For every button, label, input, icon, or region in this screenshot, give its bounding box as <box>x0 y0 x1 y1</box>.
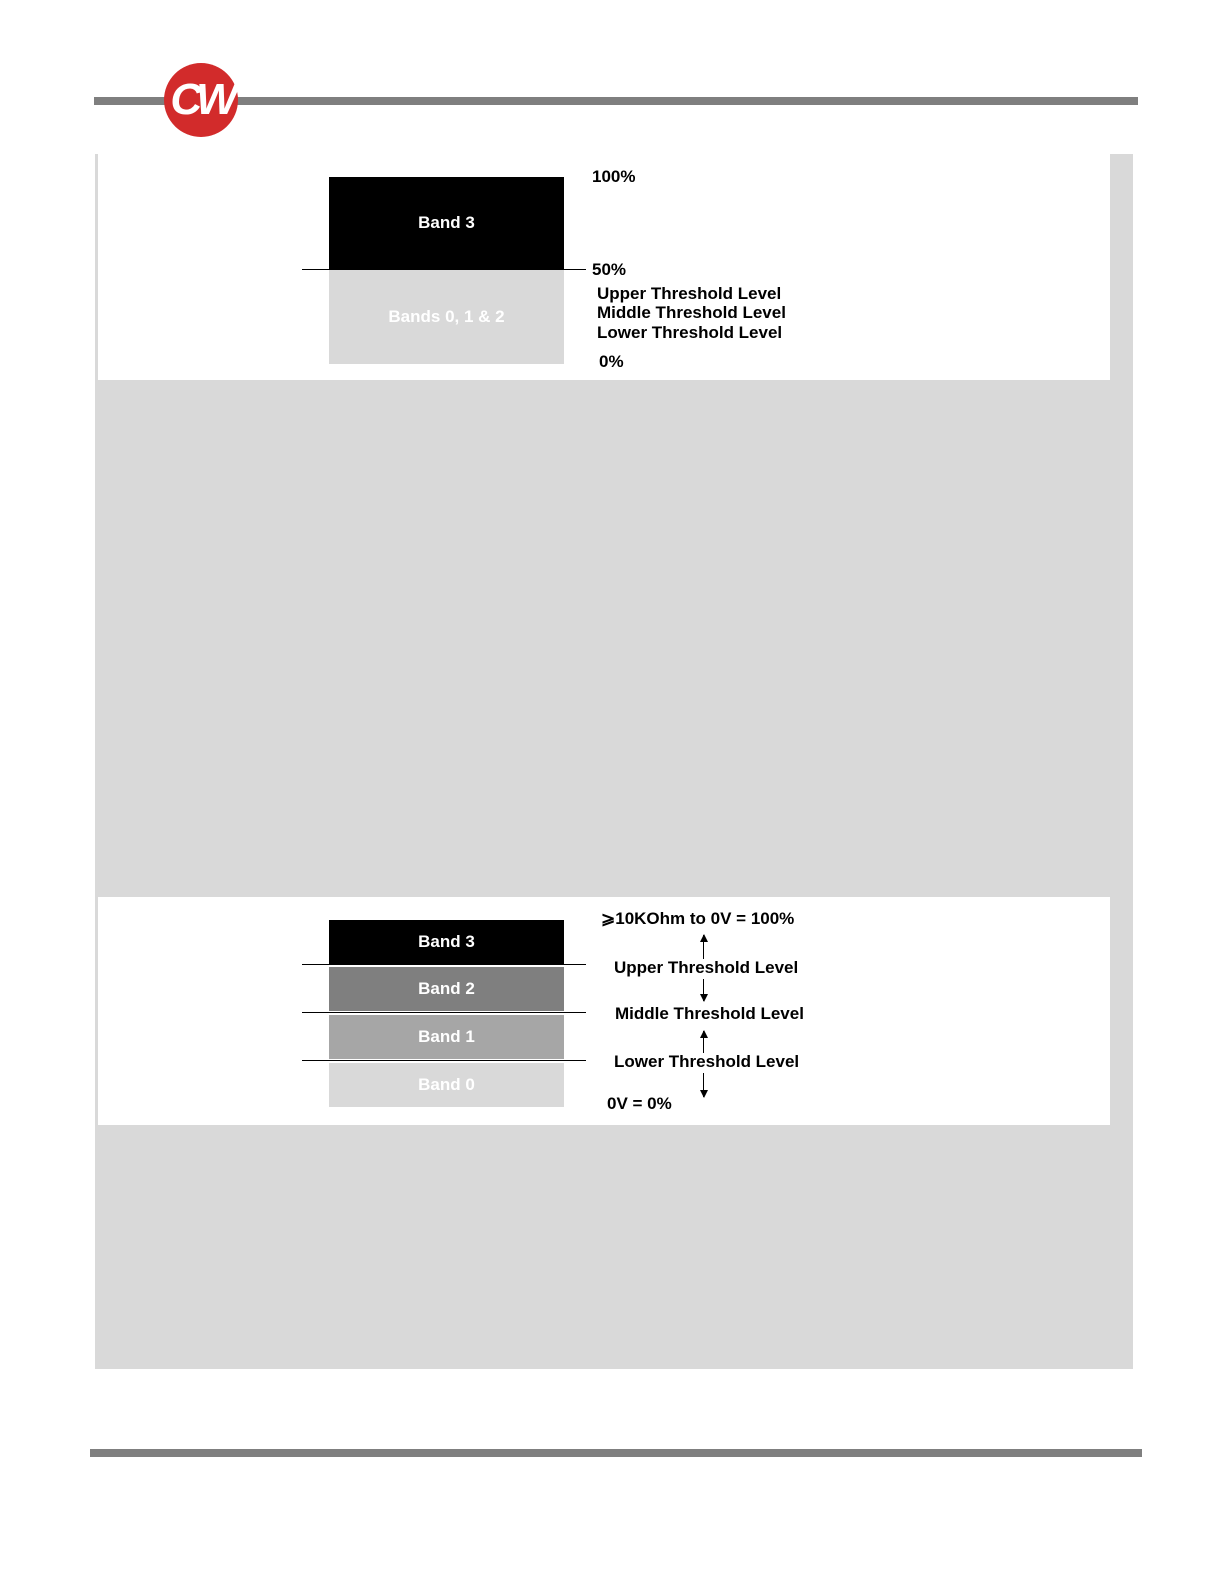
up-arrow-icon <box>703 1031 704 1053</box>
middle-threshold-label: Middle Threshold Level <box>615 1004 804 1023</box>
threshold-diagram-two-bands <box>98 154 1110 380</box>
level-0-percent: 0V = 0% <box>607 1094 672 1113</box>
band-3-block <box>329 920 564 964</box>
middle-threshold-label: Middle Threshold Level <box>597 303 786 322</box>
bands-0-1-2-block <box>329 269 564 364</box>
band-label: Bands 0, 1 & 2 <box>388 306 505 326</box>
band-0-block <box>329 1063 564 1107</box>
level-50-percent: 50% <box>592 260 627 279</box>
band-1-block <box>329 1015 564 1059</box>
band-label: Band 1 <box>418 1027 475 1046</box>
brand-logo <box>164 63 238 137</box>
band-2-block <box>329 967 564 1011</box>
middle-threshold-line <box>302 1012 586 1013</box>
logo-text: CW <box>170 75 232 124</box>
upper-threshold-label: Upper Threshold Level <box>597 284 782 303</box>
down-arrow-icon <box>703 979 704 1001</box>
band-3-block <box>329 177 564 269</box>
up-arrow-icon <box>703 935 704 959</box>
level-100-percent: 100% <box>592 167 636 186</box>
band-label: Band 2 <box>418 979 475 998</box>
footer-rule <box>90 1449 1142 1457</box>
down-arrow-icon <box>703 1073 704 1097</box>
upper-threshold-label: Upper Threshold Level <box>614 958 799 977</box>
lower-threshold-label: Lower Threshold Level <box>614 1052 800 1071</box>
level-100-percent: ⩾10KOhm to 0V = 100% <box>601 909 795 928</box>
fifty-percent-line <box>302 269 586 270</box>
band-label: Band 0 <box>418 1075 475 1094</box>
band-label: Band 3 <box>418 213 475 232</box>
lower-threshold-line <box>302 1060 586 1061</box>
level-0-percent: 0% <box>599 352 624 371</box>
header-rule <box>94 97 1138 105</box>
upper-threshold-line <box>302 964 586 965</box>
lower-threshold-label: Lower Threshold Level <box>597 323 783 342</box>
band-label: Band 3 <box>418 932 475 951</box>
threshold-diagram-four-bands <box>98 897 1110 1125</box>
